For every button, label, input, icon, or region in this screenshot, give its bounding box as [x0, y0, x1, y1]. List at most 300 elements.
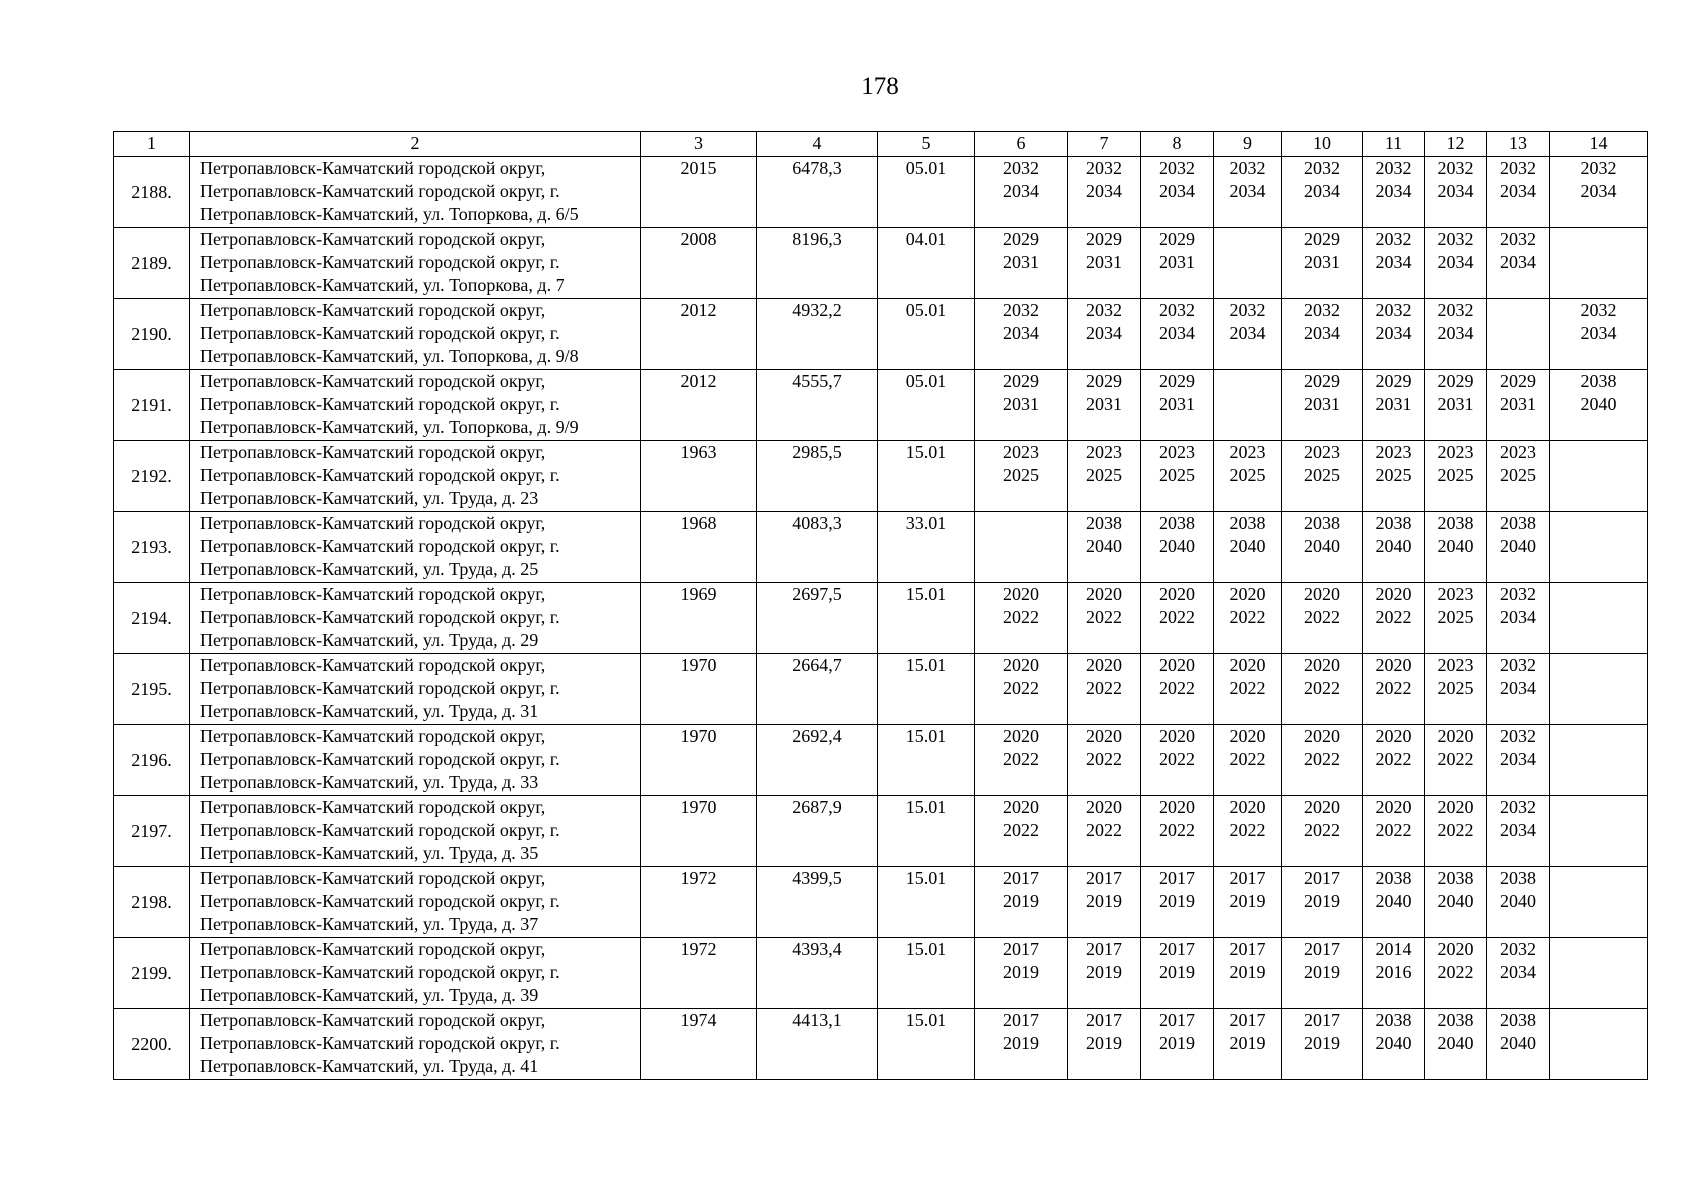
- period-start-year: 2029: [1003, 229, 1039, 249]
- period-cell-col-13: [1487, 512, 1550, 583]
- period-cell-col-8: [1141, 654, 1214, 725]
- address-line: Петропавловск-Камчатский, ул. Топоркова, д. 9/9: [200, 417, 579, 437]
- period-cell-col-9: [1214, 796, 1282, 867]
- period-cell-col-9: [1214, 512, 1282, 583]
- period-end-year: 2034: [1304, 323, 1340, 343]
- period-end-year: 2022: [1159, 678, 1195, 698]
- period-cell-col-12: [1425, 867, 1487, 938]
- period-start-year: 2017: [1304, 939, 1340, 959]
- period-end-year: 2025: [1375, 465, 1412, 485]
- period-end-year: 2040: [1159, 536, 1195, 556]
- address-line: Петропавловск-Камчатский городской округ, г.: [200, 607, 560, 627]
- type-code: 05.01: [878, 157, 975, 228]
- type-code: 33.01: [878, 512, 975, 583]
- period-end-year: 2031: [1159, 394, 1195, 414]
- column-number-13: 13: [1487, 132, 1550, 157]
- period-cell-col-7: [1068, 938, 1141, 1009]
- period-cell-col-12: [1425, 299, 1487, 370]
- period-start-year: 2017: [1086, 1010, 1122, 1030]
- table-row: [114, 1009, 1648, 1080]
- period-end-year: 2025: [1437, 465, 1474, 485]
- address-line: Петропавловск-Камчатский городской округ,: [200, 158, 546, 178]
- build-year: 2012: [641, 299, 757, 370]
- period-start-year: 2023: [1500, 442, 1536, 462]
- period-end-year: 2040: [1375, 536, 1412, 556]
- period-cell-col-6: [975, 938, 1068, 1009]
- period-end-year: 2025: [1500, 465, 1536, 485]
- period-start-year: 2017: [1304, 868, 1340, 888]
- period-start-year: 2023: [1437, 584, 1474, 604]
- period-start-year: 2020: [1159, 655, 1195, 675]
- period-cell-col-6: [975, 583, 1068, 654]
- total-area: 2697,5: [757, 583, 878, 654]
- period-end-year: 2040: [1086, 536, 1122, 556]
- period-cell-col-12: [1425, 583, 1487, 654]
- period-cell-col-9: [1214, 1009, 1282, 1080]
- period-cell-col-7: [1068, 512, 1141, 583]
- period-start-year: 2038: [1580, 371, 1617, 391]
- address-line: Петропавловск-Камчатский городской округ, г.: [200, 1033, 560, 1053]
- period-cell-col-14: [1550, 299, 1648, 370]
- period-end-year: 2031: [1003, 252, 1039, 272]
- period-end-year: 2025: [1159, 465, 1195, 485]
- period-start-year: 2038: [1375, 1010, 1412, 1030]
- period-start-year: 2032: [1375, 158, 1412, 178]
- period-start-year: 2017: [1003, 939, 1039, 959]
- period-end-year: 2022: [1375, 749, 1412, 769]
- table-row: [114, 796, 1648, 867]
- period-end-year: 2022: [1159, 749, 1195, 769]
- address-cell: [190, 512, 641, 583]
- period-cell-col-8: [1141, 867, 1214, 938]
- period-start-year: 2020: [1437, 726, 1474, 746]
- period-end-year: 2022: [1086, 749, 1122, 769]
- period-start-year: 2029: [1375, 371, 1412, 391]
- period-cell-col-11: [1363, 299, 1425, 370]
- period-start-year: 2020: [1159, 797, 1195, 817]
- period-start-year: 2017: [1229, 939, 1266, 959]
- period-end-year: 2025: [1304, 465, 1340, 485]
- period-end-year: 2034: [1159, 181, 1195, 201]
- period-start-year: 2017: [1159, 868, 1195, 888]
- period-cell-col-12: [1425, 441, 1487, 512]
- period-start-year: 2029: [1500, 371, 1536, 391]
- period-start-year: 2020: [1086, 655, 1122, 675]
- period-start-year: 2032: [1086, 158, 1122, 178]
- period-cell-col-9: [1214, 654, 1282, 725]
- period-start-year: 2032: [1003, 158, 1039, 178]
- period-start-year: 2032: [1086, 300, 1122, 320]
- address-line: Петропавловск-Камчатский городской округ, г.: [200, 962, 560, 982]
- period-end-year: 2034: [1229, 181, 1266, 201]
- address-line: Петропавловск-Камчатский, ул. Труда, д. 37: [200, 914, 539, 934]
- period-start-year: 2032: [1500, 655, 1536, 675]
- period-end-year: 2022: [1003, 607, 1039, 627]
- period-cell-col-11: [1363, 867, 1425, 938]
- period-cell-col-12: [1425, 228, 1487, 299]
- period-end-year: 2022: [1437, 749, 1474, 769]
- build-year: 2015: [641, 157, 757, 228]
- row-number: 2200.: [114, 1009, 190, 1080]
- address-line: Петропавловск-Камчатский городской округ,: [200, 655, 546, 675]
- address-line: Петропавловск-Камчатский городской округ, г.: [200, 394, 560, 414]
- address-line: Петропавловск-Камчатский городской округ, г.: [200, 323, 560, 343]
- period-cell-col-14: [1550, 157, 1648, 228]
- address-line: Петропавловск-Камчатский городской округ,: [200, 584, 546, 604]
- period-start-year: 2017: [1086, 939, 1122, 959]
- period-cell-col-7: [1068, 796, 1141, 867]
- period-cell-col-11: [1363, 725, 1425, 796]
- period-end-year: 2019: [1086, 962, 1122, 982]
- address-line: Петропавловск-Камчатский городской округ, г.: [200, 820, 560, 840]
- period-cell-col-11: [1363, 441, 1425, 512]
- period-cell-col-10: [1282, 512, 1363, 583]
- address-line: Петропавловск-Камчатский, ул. Труда, д. 23: [200, 488, 539, 508]
- period-start-year: 2029: [1304, 229, 1340, 249]
- period-end-year: 2022: [1375, 607, 1412, 627]
- address-cell: [190, 796, 641, 867]
- total-area: 4393,4: [757, 938, 878, 1009]
- total-area: 4399,5: [757, 867, 878, 938]
- address-line: Петропавловск-Камчатский городской округ, г.: [200, 252, 560, 272]
- period-end-year: 2019: [1229, 962, 1266, 982]
- period-end-year: 2040: [1304, 536, 1340, 556]
- period-cell-col-6: [975, 512, 1068, 583]
- period-start-year: 2023: [1375, 442, 1412, 462]
- type-code: 15.01: [878, 796, 975, 867]
- row-number: 2198.: [114, 867, 190, 938]
- period-start-year: 2032: [1500, 797, 1536, 817]
- period-cell-col-11: [1363, 654, 1425, 725]
- period-cell-col-10: [1282, 725, 1363, 796]
- period-cell-col-7: [1068, 228, 1141, 299]
- type-code: 15.01: [878, 867, 975, 938]
- period-end-year: 2022: [1437, 820, 1474, 840]
- type-code: 15.01: [878, 725, 975, 796]
- period-cell-col-8: [1141, 583, 1214, 654]
- row-number: 2193.: [114, 512, 190, 583]
- period-end-year: 2022: [1159, 820, 1195, 840]
- period-cell-col-8: [1141, 796, 1214, 867]
- period-end-year: 2022: [1086, 678, 1122, 698]
- period-cell-col-7: [1068, 654, 1141, 725]
- period-cell-col-13: [1487, 1009, 1550, 1080]
- period-end-year: 2040: [1437, 1033, 1474, 1053]
- period-cell-col-12: [1425, 725, 1487, 796]
- total-area: 4413,1: [757, 1009, 878, 1080]
- period-start-year: 2038: [1086, 513, 1122, 533]
- period-cell-col-11: [1363, 512, 1425, 583]
- address-cell: [190, 583, 641, 654]
- address-line: Петропавловск-Камчатский городской округ,: [200, 442, 546, 462]
- period-start-year: 2020: [1375, 655, 1412, 675]
- address-line: Петропавловск-Камчатский, ул. Труда, д. 35: [200, 843, 539, 863]
- address-line: Петропавловск-Камчатский городской округ, г.: [200, 678, 560, 698]
- period-start-year: 2020: [1003, 655, 1039, 675]
- period-cell-col-13: [1487, 938, 1550, 1009]
- type-code: 15.01: [878, 583, 975, 654]
- type-code: 05.01: [878, 299, 975, 370]
- build-year: 1970: [641, 796, 757, 867]
- period-start-year: 2020: [1375, 797, 1412, 817]
- type-code: 15.01: [878, 1009, 975, 1080]
- period-end-year: 2019: [1086, 1033, 1122, 1053]
- period-start-year: 2020: [1304, 726, 1340, 746]
- period-start-year: 2020: [1003, 726, 1039, 746]
- period-end-year: 2031: [1304, 394, 1340, 414]
- period-end-year: 2019: [1304, 891, 1340, 911]
- column-number-7: 7: [1068, 132, 1141, 157]
- period-cell-col-10: [1282, 370, 1363, 441]
- period-end-year: 2025: [1229, 465, 1266, 485]
- address-line: Петропавловск-Камчатский городской округ, г.: [200, 749, 560, 769]
- period-end-year: 2022: [1304, 749, 1340, 769]
- address-cell: [190, 654, 641, 725]
- period-end-year: 2031: [1086, 394, 1122, 414]
- period-end-year: 2019: [1229, 1033, 1266, 1053]
- total-area: 4083,3: [757, 512, 878, 583]
- total-area: 2687,9: [757, 796, 878, 867]
- period-end-year: 2022: [1003, 678, 1039, 698]
- period-cell-col-10: [1282, 583, 1363, 654]
- period-cell-col-14: [1550, 583, 1648, 654]
- period-cell-col-6: [975, 370, 1068, 441]
- period-cell-col-14: [1550, 654, 1648, 725]
- address-line: Петропавловск-Камчатский, ул. Труда, д. 25: [200, 559, 539, 579]
- table-row: [114, 654, 1648, 725]
- period-start-year: 2029: [1304, 371, 1340, 391]
- period-end-year: 2034: [1437, 181, 1474, 201]
- period-end-year: 2040: [1500, 1033, 1536, 1053]
- period-cell-col-10: [1282, 867, 1363, 938]
- period-cell-col-10: [1282, 228, 1363, 299]
- period-start-year: 2017: [1003, 868, 1039, 888]
- period-end-year: 2019: [1304, 962, 1340, 982]
- build-year: 2012: [641, 370, 757, 441]
- total-area: 4555,7: [757, 370, 878, 441]
- period-start-year: 2032: [1580, 300, 1617, 320]
- column-number-11: 11: [1363, 132, 1425, 157]
- period-end-year: 2034: [1500, 607, 1536, 627]
- period-cell-col-8: [1141, 299, 1214, 370]
- period-cell-col-13: [1487, 583, 1550, 654]
- period-start-year: 2029: [1437, 371, 1474, 391]
- period-start-year: 2029: [1086, 371, 1122, 391]
- period-end-year: 2040: [1500, 891, 1536, 911]
- address-line: Петропавловск-Камчатский городской округ,: [200, 797, 546, 817]
- address-line: Петропавловск-Камчатский городской округ,: [200, 513, 546, 533]
- row-number: 2195.: [114, 654, 190, 725]
- period-cell-col-6: [975, 725, 1068, 796]
- period-start-year: 2020: [1159, 584, 1195, 604]
- period-end-year: 2022: [1086, 607, 1122, 627]
- period-end-year: 2040: [1375, 891, 1412, 911]
- period-cell-col-12: [1425, 512, 1487, 583]
- period-start-year: 2029: [1159, 371, 1195, 391]
- period-end-year: 2022: [1086, 820, 1122, 840]
- period-cell-col-6: [975, 796, 1068, 867]
- period-cell-col-14: [1550, 867, 1648, 938]
- period-end-year: 2025: [1437, 678, 1474, 698]
- period-end-year: 2022: [1003, 820, 1039, 840]
- period-start-year: 2032: [1500, 726, 1536, 746]
- period-start-year: 2023: [1003, 442, 1039, 462]
- period-cell-col-9: [1214, 583, 1282, 654]
- period-start-year: 2014: [1375, 939, 1412, 959]
- period-cell-col-8: [1141, 512, 1214, 583]
- type-code: 15.01: [878, 441, 975, 512]
- period-start-year: 2020: [1437, 797, 1474, 817]
- period-start-year: 2032: [1375, 229, 1412, 249]
- period-cell-col-7: [1068, 441, 1141, 512]
- period-cell-col-9: [1214, 228, 1282, 299]
- period-end-year: 2022: [1229, 749, 1266, 769]
- period-end-year: 2022: [1229, 678, 1266, 698]
- row-number: 2194.: [114, 583, 190, 654]
- period-end-year: 2025: [1086, 465, 1122, 485]
- period-start-year: 2032: [1437, 158, 1474, 178]
- period-start-year: 2032: [1229, 158, 1266, 178]
- period-cell-col-13: [1487, 725, 1550, 796]
- address-cell: [190, 938, 641, 1009]
- period-end-year: 2034: [1437, 252, 1474, 272]
- column-number-10: 10: [1282, 132, 1363, 157]
- period-end-year: 2034: [1304, 181, 1340, 201]
- period-end-year: 2019: [1304, 1033, 1340, 1053]
- table-row: [114, 725, 1648, 796]
- total-area: 2692,4: [757, 725, 878, 796]
- period-end-year: 2034: [1375, 252, 1412, 272]
- period-cell-col-8: [1141, 157, 1214, 228]
- period-start-year: 2023: [1086, 442, 1122, 462]
- period-start-year: 2017: [1159, 1010, 1195, 1030]
- period-start-year: 2032: [1159, 300, 1195, 320]
- period-cell-col-9: [1214, 441, 1282, 512]
- period-start-year: 2032: [1229, 300, 1266, 320]
- period-cell-col-13: [1487, 299, 1550, 370]
- type-code: 15.01: [878, 938, 975, 1009]
- total-area: 2664,7: [757, 654, 878, 725]
- row-number: 2199.: [114, 938, 190, 1009]
- period-start-year: 2020: [1086, 726, 1122, 746]
- period-end-year: 2034: [1500, 678, 1536, 698]
- period-end-year: 2034: [1229, 323, 1266, 343]
- period-cell-col-13: [1487, 654, 1550, 725]
- period-start-year: 2017: [1229, 1010, 1266, 1030]
- address-line: Петропавловск-Камчатский, ул. Труда, д. 33: [200, 772, 539, 792]
- period-cell-col-7: [1068, 1009, 1141, 1080]
- period-cell-col-6: [975, 654, 1068, 725]
- address-cell: [190, 299, 641, 370]
- column-number-12: 12: [1425, 132, 1487, 157]
- period-start-year: 2032: [1500, 939, 1536, 959]
- period-end-year: 2031: [1437, 394, 1474, 414]
- period-start-year: 2032: [1437, 300, 1474, 320]
- period-end-year: 2022: [1159, 607, 1195, 627]
- period-start-year: 2032: [1580, 158, 1617, 178]
- period-cell-col-7: [1068, 725, 1141, 796]
- address-line: Петропавловск-Камчатский, ул. Труда, д. 31: [200, 701, 539, 721]
- period-end-year: 2019: [1159, 891, 1195, 911]
- column-number-14: 14: [1550, 132, 1648, 157]
- period-cell-col-10: [1282, 441, 1363, 512]
- row-number: 2196.: [114, 725, 190, 796]
- period-start-year: 2020: [1003, 584, 1039, 604]
- period-end-year: 2031: [1003, 394, 1039, 414]
- period-start-year: 2020: [1304, 655, 1340, 675]
- address-line: Петропавловск-Камчатский, ул. Труда, д. 39: [200, 985, 539, 1005]
- period-end-year: 2022: [1003, 749, 1039, 769]
- period-cell-col-10: [1282, 1009, 1363, 1080]
- period-cell-col-7: [1068, 157, 1141, 228]
- address-line: Петропавловск-Камчатский, ул. Труда, д. 29: [200, 630, 539, 650]
- period-end-year: 2019: [1003, 891, 1039, 911]
- period-start-year: 2017: [1159, 939, 1195, 959]
- period-end-year: 2031: [1375, 394, 1412, 414]
- period-end-year: 2034: [1500, 252, 1536, 272]
- period-start-year: 2038: [1375, 868, 1412, 888]
- period-end-year: 2016: [1375, 962, 1412, 982]
- build-year: 1968: [641, 512, 757, 583]
- total-area: 2985,5: [757, 441, 878, 512]
- period-start-year: 2032: [1500, 229, 1536, 249]
- period-cell-col-10: [1282, 796, 1363, 867]
- period-cell-col-8: [1141, 725, 1214, 796]
- period-end-year: 2034: [1437, 323, 1474, 343]
- period-end-year: 2034: [1159, 323, 1195, 343]
- address-line: Петропавловск-Камчатский городской округ, г.: [200, 891, 560, 911]
- period-start-year: 2032: [1003, 300, 1039, 320]
- period-end-year: 2022: [1304, 678, 1340, 698]
- period-cell-col-8: [1141, 1009, 1214, 1080]
- table-row: [114, 512, 1648, 583]
- period-cell-col-13: [1487, 370, 1550, 441]
- period-cell-col-8: [1141, 938, 1214, 1009]
- period-start-year: 2017: [1086, 868, 1122, 888]
- period-end-year: 2040: [1500, 536, 1536, 556]
- period-cell-col-13: [1487, 441, 1550, 512]
- period-cell-col-14: [1550, 512, 1648, 583]
- period-cell-col-7: [1068, 370, 1141, 441]
- column-number-6: 6: [975, 132, 1068, 157]
- period-start-year: 2029: [1159, 229, 1195, 249]
- period-cell-col-6: [975, 1009, 1068, 1080]
- period-end-year: 2022: [1375, 820, 1412, 840]
- period-cell-col-6: [975, 867, 1068, 938]
- table-row: [114, 157, 1648, 228]
- period-end-year: 2040: [1437, 536, 1474, 556]
- period-start-year: 2023: [1437, 655, 1474, 675]
- address-line: Петропавловск-Камчатский городской округ,: [200, 300, 546, 320]
- period-end-year: 2019: [1003, 962, 1039, 982]
- period-cell-col-7: [1068, 583, 1141, 654]
- address-line: Петропавловск-Камчатский, ул. Топоркова, д. 6/5: [200, 204, 579, 224]
- period-start-year: 2020: [1304, 584, 1340, 604]
- address-line: Петропавловск-Камчатский городской округ,: [200, 371, 546, 391]
- build-year: 1969: [641, 583, 757, 654]
- period-start-year: 2017: [1003, 1010, 1039, 1030]
- period-end-year: 2022: [1437, 962, 1474, 982]
- period-start-year: 2032: [1159, 158, 1195, 178]
- period-start-year: 2038: [1500, 868, 1536, 888]
- period-cell-col-11: [1363, 228, 1425, 299]
- period-cell-col-14: [1550, 228, 1648, 299]
- row-number: 2190.: [114, 299, 190, 370]
- address-cell: [190, 370, 641, 441]
- period-start-year: 2032: [1304, 158, 1340, 178]
- table-row: [114, 228, 1648, 299]
- address-line: Петропавловск-Камчатский городской округ, г.: [200, 181, 560, 201]
